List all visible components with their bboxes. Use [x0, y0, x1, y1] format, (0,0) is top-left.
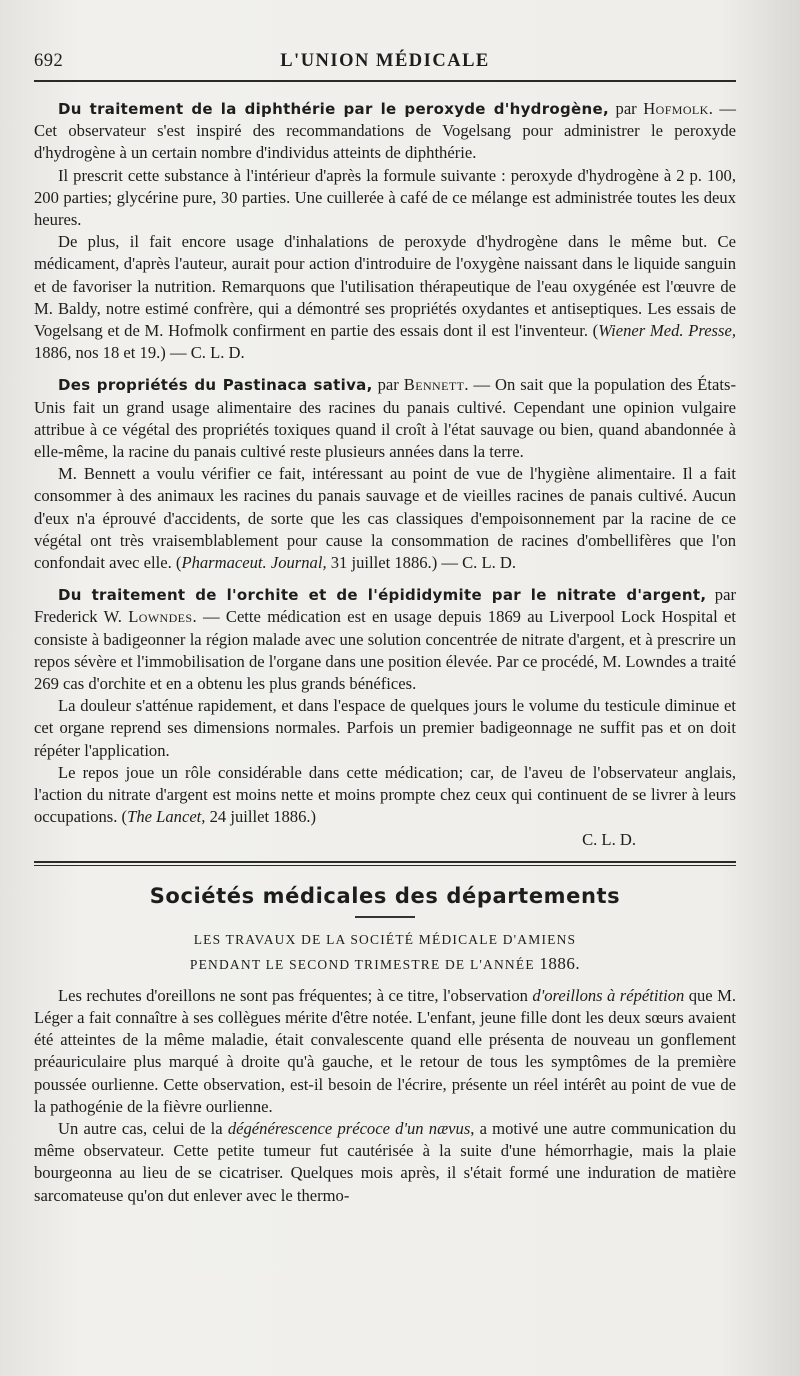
article-lead: [34, 98, 736, 165]
article-lead: [34, 584, 736, 695]
header-rule: [34, 80, 736, 82]
article-paragraph-with-ref: [34, 231, 736, 364]
by-prefix: par Frederick W.: [34, 585, 736, 627]
article-intro: . — Cet observateur s'est inspiré des recommandations de Vogelsang pour administrer le peroxyde d'hydrogène à un certain nombre d'individus atteints de diphthérie.: [34, 99, 736, 163]
article-body: De plus, il fait encore usage d'inhalations de peroxyde d'hydrogène dans le même but. Ce médicament, d'après l'auteur, aurait pour action d'introduire de l'oxygène naissant dans le liquide sanguin et de favoriser la nutrition. Remarquons que l'utilisation thérapeutique de l'eau oxygénée est l'œuvre de M. Baldy, notre estimé confrère, qui a démontré ses propriétés oxydantes et antiseptiques. Les essais de Vogelsang et de M. Hofmolk confirment en partie des essais dont il est l'inventeur.: [34, 232, 736, 341]
running-head: [34, 48, 736, 80]
section-societes: [34, 884, 736, 1207]
citation-rest: 24 juillet 1886.): [205, 807, 317, 827]
subtitle-year: 1886.: [539, 953, 581, 973]
signature: C. L. D.: [582, 829, 636, 849]
section-paragraph: [34, 1118, 736, 1207]
section-subtitle: [34, 928, 736, 977]
article-paragraph-with-ref: [34, 762, 736, 829]
by-prefix: par: [372, 375, 404, 395]
article-paragraph: Il prescrit cette substance à l'intérieur d'après la formule suivante : peroxyde d'hydrogène à 2 p. 100, 200 parties; glycérine pure, 30 parties. Une cuillerée à café de ce mélange est administrée toutes les deux heures.: [34, 165, 736, 230]
author-name: Lowndes: [128, 607, 193, 627]
article-paragraph: La douleur s'atténue rapidement, et dans l'espace de quelques jours le volume du testicule diminue et cet organe reprend ses dimensions normales. Parfois un premier badigeonnage ne suffit pas et on doit répéter l'application.: [34, 696, 736, 760]
article-title: Du traitement de la diphthérie par le peroxyde d'hydrogène,: [58, 100, 609, 118]
article-intro: . — On sait que la population des États-Unis fait un grand usage alimentaire des racines du panais cultivé. Cependant une opinion vulgaire attribue à ce végétal des propriétés toxiques quand il croît à l'état sauvage ou bien, quand abandonnée à elle-même, la racine du panais cultivé reste plusieurs années dans la terre.: [34, 375, 736, 462]
citation-rest: 31 juillet 1886.) — C. L. D.: [326, 553, 517, 573]
ref-open: (: [587, 321, 599, 341]
article-title: Des propriétés du Pastinaca sativa,: [58, 376, 373, 395]
citation-source: The Lancet,: [127, 807, 206, 827]
citation-source: Pharmaceut. Journal,: [181, 553, 327, 573]
section-title: Sociétés médicales des départements: [149, 883, 621, 908]
text-run: que M. Léger a fait connaître à ses collègues mérite d'être notée. L'enfant, jeune fille dont les deux sœurs avaient été atteintes de la même maladie, était convalescente quand elle présenta de nouveau un gonflement préauriculaire plus marqué à droite qu'à gauche, et le retour de tous les symptômes de la première poussée ourlienne. Cette observation, est-il besoin de l'écrire, présente un réel intérêt au point de vue de la pathogénie de la fièvre ourlienne.: [34, 985, 736, 1116]
citation-rest: 1886, nos 18 et 19.) — C. L. D.: [34, 343, 245, 363]
text-run: Un autre cas, celui de la: [58, 1118, 228, 1138]
subtitle-line-2: [34, 952, 736, 977]
italic-term: d'oreillons à répétition: [532, 985, 685, 1005]
article-intro: . — Cette médication est en usage depuis 1869 au Liverpool Lock Hospital et consiste à badigeonner la région malade avec une solution concentrée de nitrate d'argent, et à prescrire un repos sévère et l'immobilisation de l'organe dans une position élevée. Par ce procédé, M. Lowndes a traité 269 cas d'orchite et en a obtenu les plus grands bénéfices.: [34, 607, 736, 694]
title-rule: [355, 916, 415, 918]
article-orchitis: [34, 584, 736, 850]
text-run: , a motivé une autre communication du même observateur. Cette petite tumeur fut cautérisée à la suite d'une hémorrhagie, mais la plaie bourgeonna au lieu de se cicatriser. Quelques mois après, il s'était formé une induration de matière sarcomateuse qu'on dut enlever avec le thermo-: [34, 1118, 736, 1205]
subtitle-line-1: LES TRAVAUX DE LA SOCIÉTÉ MÉDICALE D'AMIENS: [193, 931, 577, 947]
section-divider: [34, 861, 736, 866]
article-lead: [34, 374, 736, 463]
article-paragraph-with-ref: [34, 463, 736, 574]
author-name: Bennett: [403, 375, 465, 395]
article-pastinaca: [34, 374, 736, 574]
text-run: Les rechutes d'oreillons ne sont pas fréquentes; à ce titre, l'observation: [58, 985, 533, 1005]
section-paragraph: [34, 985, 736, 1118]
article-diphtheria: [34, 98, 736, 364]
journal-title: L'UNION MÉDICALE: [280, 51, 490, 71]
author-name: Hofmolk: [643, 99, 709, 118]
subtitle-text: PENDANT LE SECOND TRIMESTRE DE L'ANNÉE: [189, 956, 535, 972]
page-number: 692: [34, 51, 64, 71]
article-body: Le repos joue un rôle considérable dans cette médication; car, de l'aveu de l'observateur anglais, l'action du nitrate d'argent est moins nette et moins prompte chez ceux qui continuent de se livrer à leurs occupations. (: [34, 762, 736, 827]
by-prefix: par: [608, 99, 644, 118]
italic-term: dégénérescence précoce d'un nævus: [227, 1118, 471, 1138]
citation-source: Wiener Med. Presse,: [598, 321, 736, 341]
article-body: M. Bennett a voulu vérifier ce fait, intéressant au point de vue de l'hygiène alimentaire. Il a fait consommer à des animaux les racines du panais sauvage et de vieilles racines de panais cultivé. Aucun d'eux n'a éprouvé d'accidents, de sorte que les cas classiques d'empoisonnement par la racine de ce végétal ont très vraisemblablement pour cause la consommation de racines d'ombellifères que l'on confondait avec elle. (: [34, 464, 736, 573]
article-title: Du traitement de l'orchite et de l'épididymite par le nitrate d'argent,: [58, 586, 707, 605]
